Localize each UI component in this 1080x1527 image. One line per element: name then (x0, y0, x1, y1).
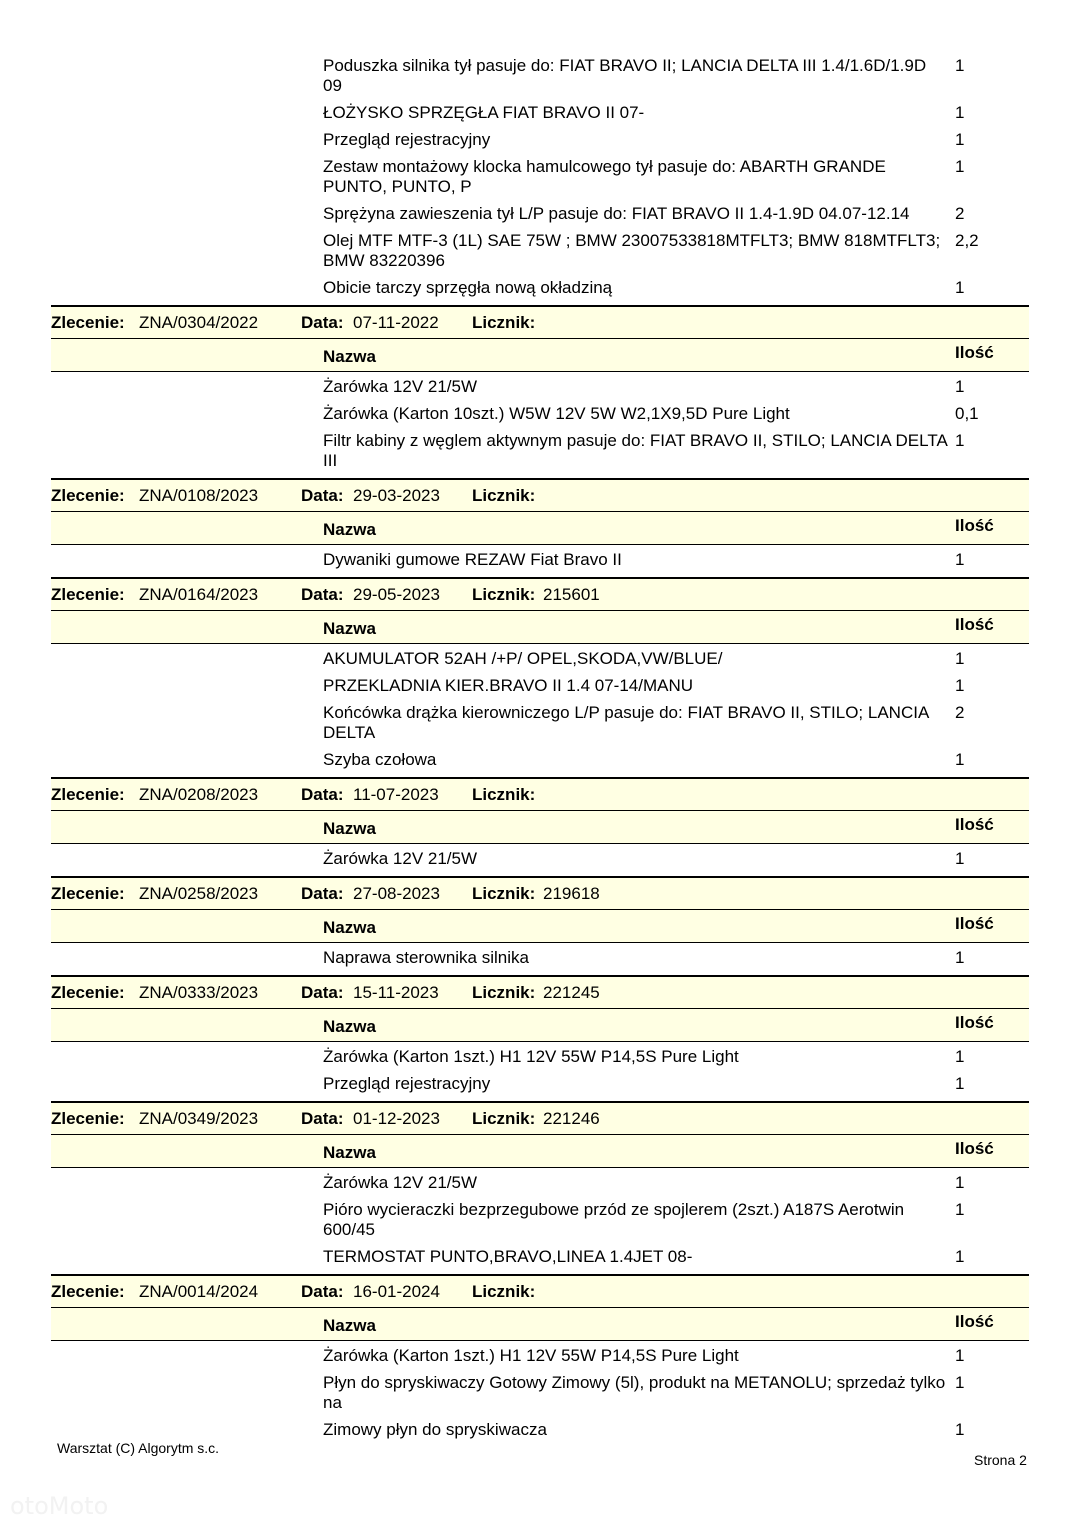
item-row (0, 204, 1080, 231)
item-row (0, 703, 1080, 750)
order-header (51, 577, 1029, 610)
item-name: Końcówka drążka kierowniczego L/P pasuje do: FIAT BRAVO II, STILO; LANCIA DELTA (323, 703, 929, 742)
order-header (51, 305, 1029, 338)
column-header (51, 810, 1029, 844)
column-header (51, 1134, 1029, 1168)
order-label: Zlecenie: (51, 585, 125, 604)
order-counter: 221246 (543, 1109, 600, 1128)
column-header (51, 909, 1029, 943)
item-name: Obicie tarczy sprzęgła nową okładziną (323, 278, 613, 297)
item-quantity: 0,1 (955, 404, 979, 423)
order-block (0, 478, 1080, 577)
column-quantity-header: Ilość (955, 1312, 994, 1331)
item-quantity: 1 (955, 750, 965, 769)
item-quantity: 1 (955, 103, 965, 122)
item-name: Przegląd rejestracyjny (323, 130, 491, 149)
item-name: Zestaw montażowy klocka hamulcowego tył pasuje do: ABARTH GRANDE PUNTO, PUNTO, P (323, 157, 886, 196)
order-block (0, 577, 1080, 777)
item-quantity: 1 (955, 56, 965, 75)
item-quantity: 1 (955, 1373, 965, 1392)
item-quantity: 1 (955, 1420, 965, 1439)
item-name: Poduszka silnika tył pasuje do: FIAT BRAVO II; LANCIA DELTA III 1.4/1.6D/1.9D 09 (323, 56, 927, 95)
column-header (51, 1307, 1029, 1341)
item-name: Żarówka (Karton 1szt.) H1 12V 55W P14,5S Pure Light (323, 1047, 739, 1066)
order-block (0, 1101, 1080, 1274)
counter-label: Licznik: (472, 1109, 536, 1128)
item-row (0, 676, 1080, 703)
item-quantity: 1 (955, 1074, 965, 1093)
order-date: 29-03-2023 (353, 486, 440, 505)
item-quantity: 1 (955, 849, 965, 868)
order-header (51, 1274, 1029, 1307)
top-margin (0, 0, 1080, 56)
footer-page-number: Strona 2 (974, 1452, 1027, 1468)
item-quantity: 1 (955, 1247, 965, 1266)
item-quantity: 1 (955, 278, 965, 297)
order-label: Zlecenie: (51, 983, 125, 1002)
item-row (0, 56, 1080, 103)
item-row (0, 231, 1080, 278)
item-quantity: 1 (955, 1173, 965, 1192)
item-name: Żarówka (Karton 1szt.) H1 12V 55W P14,5S Pure Light (323, 1346, 739, 1365)
order-label: Zlecenie: (51, 313, 125, 332)
order-header (51, 876, 1029, 909)
item-row (0, 1173, 1080, 1200)
order-label: Zlecenie: (51, 1109, 125, 1128)
item-row (0, 948, 1080, 975)
item-row (0, 1047, 1080, 1074)
order-block (0, 305, 1080, 478)
column-quantity-header: Ilość (955, 1139, 994, 1158)
order-label: Zlecenie: (51, 884, 125, 903)
counter-label: Licznik: (472, 585, 536, 604)
order-block (0, 975, 1080, 1101)
item-name: Naprawa sterownika silnika (323, 948, 529, 967)
column-header (51, 610, 1029, 644)
order-date: 16-01-2024 (353, 1282, 440, 1301)
item-name: Sprężyna zawieszenia tył L/P pasuje do: FIAT BRAVO II 1.4-1.9D 04.07-12.14 (323, 204, 910, 223)
item-name: Filtr kabiny z węglem aktywnym pasuje do: FIAT BRAVO II, STILO; LANCIA DELTA III (323, 431, 947, 470)
item-quantity: 1 (955, 130, 965, 149)
order-header (51, 777, 1029, 810)
column-name-header: Nazwa (323, 347, 376, 366)
orders-list (0, 305, 1080, 1447)
order-block (0, 777, 1080, 876)
item-quantity: 2 (955, 204, 965, 223)
item-quantity: 2,2 (955, 231, 979, 250)
counter-label: Licznik: (472, 983, 536, 1002)
order-date: 11-07-2023 (353, 785, 439, 804)
date-label: Data: (301, 486, 344, 505)
item-quantity: 1 (955, 1346, 965, 1365)
item-name: Żarówka 12V 21/5W (323, 1173, 478, 1192)
watermark-logo: otoMoto (10, 1492, 109, 1520)
item-name: Przegląd rejestracyjny (323, 1074, 491, 1093)
order-date: 29-05-2023 (353, 585, 440, 604)
column-quantity-header: Ilość (955, 615, 994, 634)
item-name: PRZEKLADNIA KIER.BRAVO II 1.4 07-14/MANU (323, 676, 694, 695)
order-label: Zlecenie: (51, 785, 125, 804)
item-row (0, 404, 1080, 431)
column-quantity-header: Ilość (955, 1013, 994, 1032)
column-name-header: Nazwa (323, 918, 376, 937)
item-quantity: 1 (955, 157, 965, 176)
order-header (51, 1101, 1029, 1134)
order-label: Zlecenie: (51, 486, 125, 505)
column-name-header: Nazwa (323, 1017, 376, 1036)
column-name-header: Nazwa (323, 1143, 376, 1162)
item-name: Szyba czołowa (323, 750, 437, 769)
item-row (0, 1346, 1080, 1373)
item-quantity: 1 (955, 1047, 965, 1066)
column-header (51, 338, 1029, 372)
date-label: Data: (301, 313, 344, 332)
item-name: Olej MTF MTF-3 (1L) SAE 75W ; BMW 23007533818MTFLT3; BMW 818MTFLT3; BMW 83220396 (323, 231, 941, 270)
order-header (51, 975, 1029, 1008)
item-row (0, 1373, 1080, 1420)
column-header (51, 1008, 1029, 1042)
column-header (51, 511, 1029, 545)
column-name-header: Nazwa (323, 1316, 376, 1335)
item-name: Płyn do spryskiwaczy Gotowy Zimowy (5l), produkt na METANOLU; sprzedaż tylko na (323, 1373, 946, 1412)
order-block (0, 1274, 1080, 1447)
item-row (0, 377, 1080, 404)
item-row (0, 431, 1080, 478)
date-label: Data: (301, 884, 344, 903)
item-quantity: 1 (955, 377, 965, 396)
item-row (0, 550, 1080, 577)
order-number: ZNA/0164/2023 (139, 585, 259, 604)
order-counter: 215601 (543, 585, 600, 604)
item-row (0, 278, 1080, 305)
column-name-header: Nazwa (323, 619, 376, 638)
item-row (0, 1247, 1080, 1274)
item-quantity: 2 (955, 703, 965, 722)
order-number: ZNA/0349/2023 (139, 1109, 259, 1128)
column-name-header: Nazwa (323, 520, 376, 539)
order-number: ZNA/0304/2022 (139, 313, 259, 332)
column-quantity-header: Ilość (955, 914, 994, 933)
order-number: ZNA/0258/2023 (139, 884, 259, 903)
column-quantity-header: Ilość (955, 343, 994, 362)
item-row (0, 1074, 1080, 1101)
continued-items-list (0, 56, 1080, 305)
item-row (0, 1200, 1080, 1247)
date-label: Data: (301, 1109, 344, 1128)
order-number: ZNA/0208/2023 (139, 785, 259, 804)
item-name: Dywaniki gumowe REZAW Fiat Bravo II (323, 550, 622, 569)
date-label: Data: (301, 785, 344, 804)
order-label: Zlecenie: (51, 1282, 125, 1301)
item-row (0, 649, 1080, 676)
item-quantity: 1 (955, 550, 965, 569)
item-row (0, 750, 1080, 777)
item-name: Pióro wycieraczki bezprzegubowe przód ze spojlerem (2szt.) A187S Aerotwin 600/45 (323, 1200, 905, 1239)
item-row (0, 130, 1080, 157)
counter-label: Licznik: (472, 785, 536, 804)
item-row (0, 103, 1080, 130)
item-name: AKUMULATOR 52AH /+P/ OPEL,SKODA,VW/BLUE/ (323, 649, 723, 668)
date-label: Data: (301, 1282, 344, 1301)
counter-label: Licznik: (472, 884, 536, 903)
item-quantity: 1 (955, 1200, 965, 1219)
item-quantity: 1 (955, 431, 965, 450)
order-date: 27-08-2023 (353, 884, 440, 903)
order-date: 07-11-2022 (353, 313, 439, 332)
order-block (0, 876, 1080, 975)
counter-label: Licznik: (472, 313, 536, 332)
date-label: Data: (301, 585, 344, 604)
item-quantity: 1 (955, 649, 965, 668)
column-quantity-header: Ilość (955, 815, 994, 834)
order-number: ZNA/0333/2023 (139, 983, 259, 1002)
item-name: Żarówka (Karton 10szt.) W5W 12V 5W W2,1X9,5D Pure Light (323, 404, 790, 423)
item-name: Żarówka 12V 21/5W (323, 849, 478, 868)
column-name-header: Nazwa (323, 819, 376, 838)
order-header (51, 478, 1029, 511)
item-name: ŁOŻYSKO SPRZĘGŁA FIAT BRAVO II 07- (323, 103, 645, 122)
footer-company: Warsztat (C) Algorytm s.c. (57, 1440, 220, 1456)
order-counter: 221245 (543, 983, 600, 1002)
item-name: Żarówka 12V 21/5W (323, 377, 478, 396)
order-number: ZNA/0014/2024 (139, 1282, 259, 1301)
counter-label: Licznik: (472, 486, 536, 505)
item-row (0, 849, 1080, 876)
order-counter: 219618 (543, 884, 600, 903)
order-number: ZNA/0108/2023 (139, 486, 259, 505)
counter-label: Licznik: (472, 1282, 536, 1301)
item-quantity: 1 (955, 948, 965, 967)
item-quantity: 1 (955, 676, 965, 695)
order-date: 01-12-2023 (353, 1109, 440, 1128)
date-label: Data: (301, 983, 344, 1002)
item-row (0, 157, 1080, 204)
order-date: 15-11-2023 (353, 983, 439, 1002)
item-name: Zimowy płyn do spryskiwacza (323, 1420, 547, 1439)
item-name: TERMOSTAT PUNTO,BRAVO,LINEA 1.4JET 08- (323, 1247, 693, 1266)
column-quantity-header: Ilość (955, 516, 994, 535)
